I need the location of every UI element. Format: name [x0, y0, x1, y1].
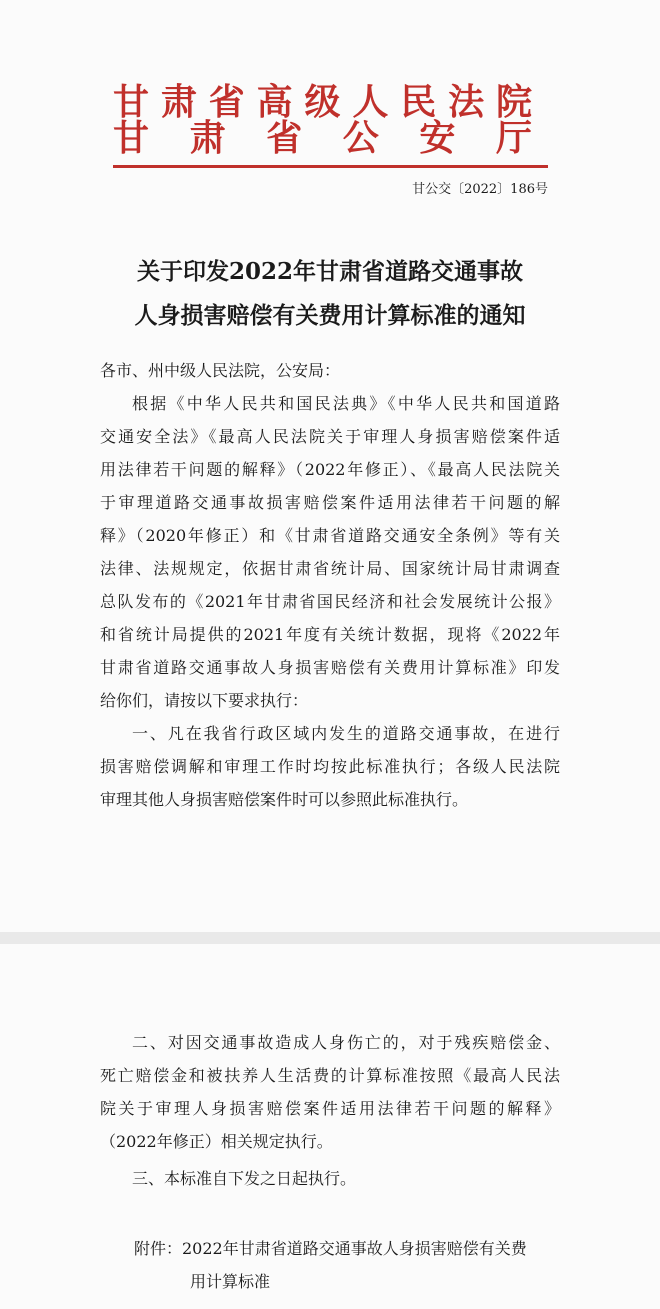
issuing-court-name: 甘肃省高级人民法院: [113, 81, 533, 123]
para1-line: 总队发布的《2021年甘肃省国民经济和社会发展统计公报》: [100, 592, 560, 611]
para2-line: 审理其他人身损害赔偿案件时可以参照此标准执行。: [100, 790, 469, 809]
paragraph-4: [100, 1162, 560, 1195]
title-line-2: 人身损害赔偿有关费用计算标准的通知: [134, 302, 526, 329]
para1-line: 用法律若干问题的解释》（2022年修正）、《最高人民法院关: [100, 460, 560, 479]
para1-line: 根据《中华人民共和国民法典》《中华人民共和国道路: [132, 394, 560, 413]
para1-line: 于审理道路交通事故损害赔偿案件适用法律若干问题的解: [100, 493, 560, 512]
issuing-police-dept-name: 甘肃省公安厅: [113, 117, 533, 159]
para1-line: 法律、法规规定，依据甘肃省统计局、国家统计局甘肃调查: [100, 559, 560, 578]
para4-line: 三、本标准自下发之日起执行。: [132, 1169, 357, 1188]
para1-line: 交通安全法》《最高人民法院关于审理人身损害赔偿案件适: [100, 427, 560, 446]
para3-line: 院关于审理人身损害赔偿案件适用法律若干问题的解释》: [100, 1099, 560, 1118]
para1-line: 甘肃省道路交通事故人身损害赔偿有关费用计算标准》印发: [100, 658, 560, 677]
paragraph-1: [100, 387, 560, 717]
para1-line: 和省统计局提供的2021年度有关统计数据，现将《2022年: [100, 625, 560, 644]
title-line-1: 关于印发2022年甘肃省道路交通事故: [136, 258, 523, 285]
document-page-2: [0, 944, 660, 1309]
addressee-text: 各市、州中级人民法院，公安局：: [100, 361, 341, 380]
paragraph-3: [100, 1026, 560, 1158]
paragraph-2: [100, 717, 560, 816]
para3-line: （2022年修正）相关规定执行。: [100, 1132, 333, 1151]
para1-line: 给你们，请按以下要求执行：: [100, 691, 309, 710]
para2-line: 一、凡在我省行政区域内发生的道路交通事故，在进行: [132, 724, 560, 743]
para3-line: 死亡赔偿金和被扶养人生活费的计算标准按照《最高人民法: [100, 1066, 560, 1085]
annex-line-2: 用计算标准: [190, 1272, 271, 1291]
annex-line-1: 附件：2022年甘肃省道路交通事故人身损害赔偿有关费: [134, 1239, 527, 1258]
para3-line: 二、对因交通事故造成人身伤亡的，对于残疾赔偿金、: [132, 1033, 560, 1052]
document-number: 甘公交〔2022〕186号: [412, 182, 548, 197]
addressee: [100, 354, 560, 387]
para1-line: 释》（2020年修正）和《甘肃省道路交通安全条例》等有关: [100, 526, 560, 545]
red-header-rule: [113, 165, 548, 168]
para2-line: 损害赔偿调解和审理工作时均按此标准执行；各级人民法院: [100, 757, 560, 776]
